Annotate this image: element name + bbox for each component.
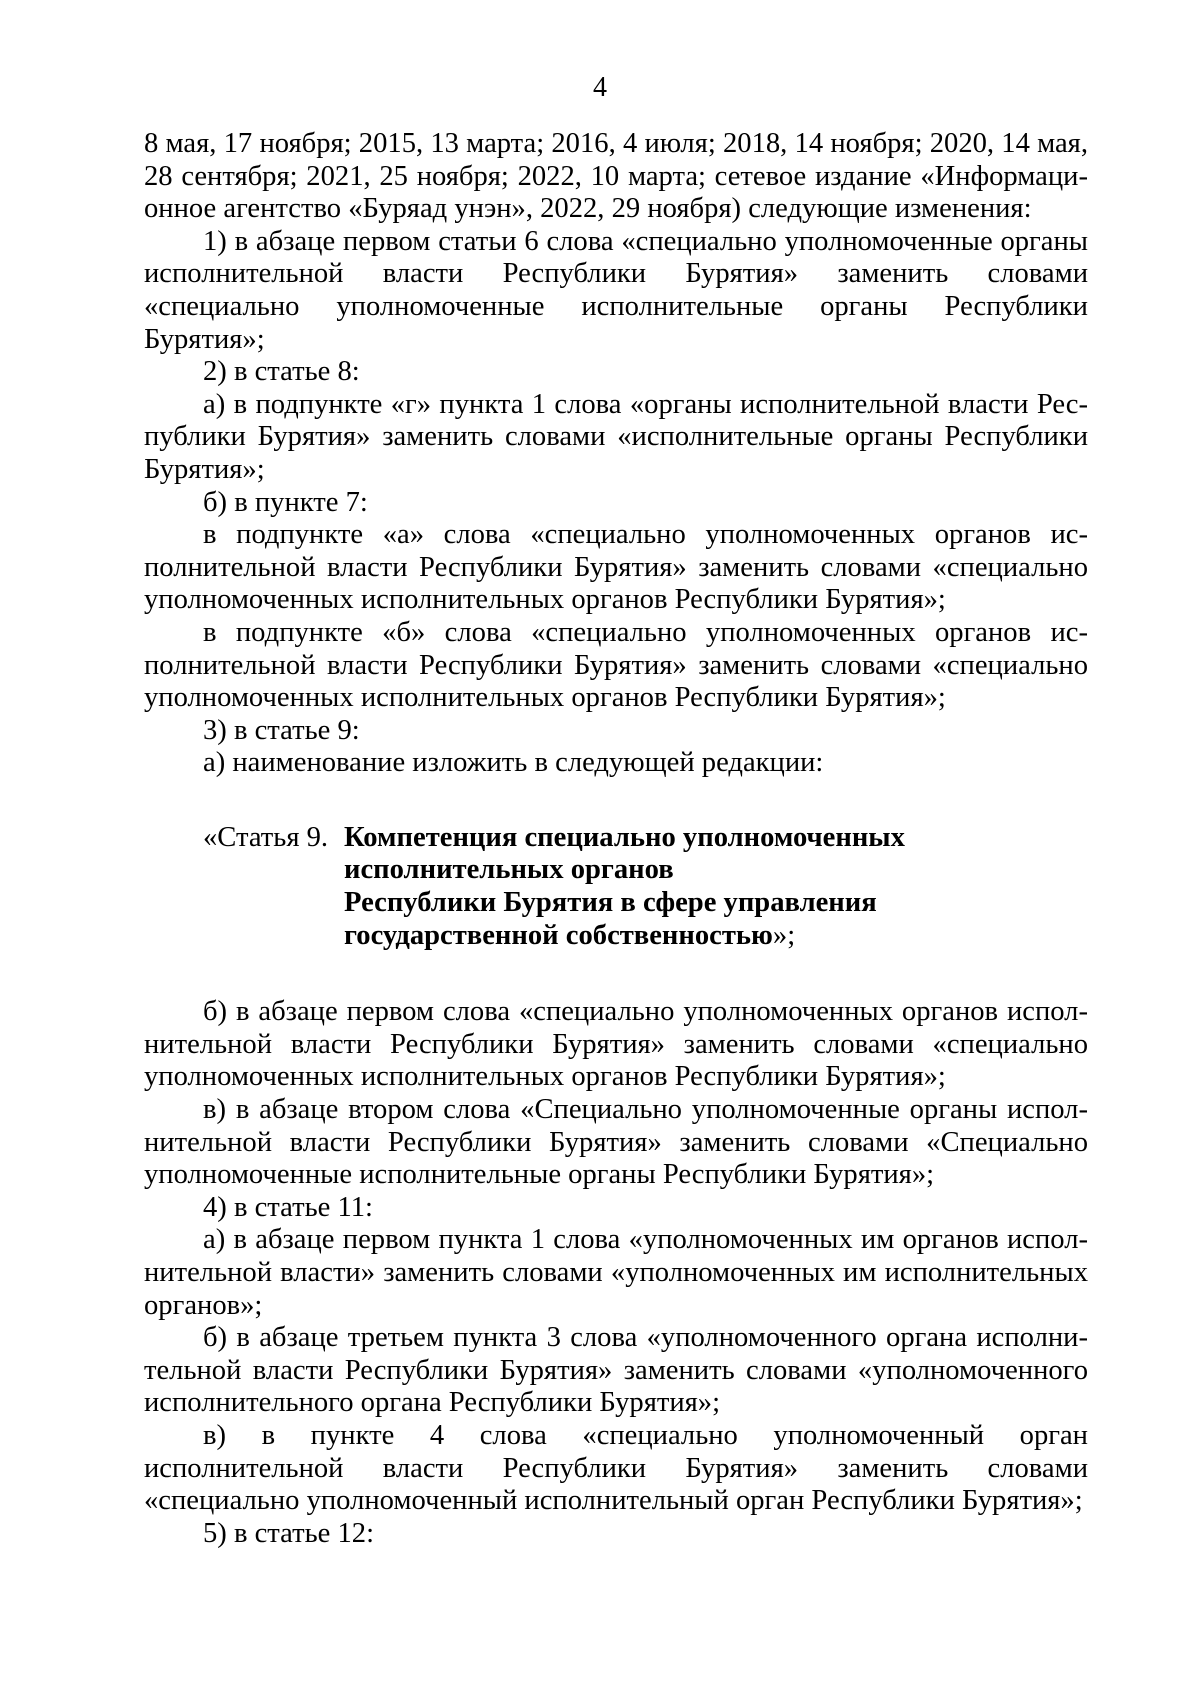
article-title [344,822,905,952]
paragraph-item-5: 5) в статье 12: [203,1517,375,1549]
paragraph-intro: 8 мая, 17 ноября; 2015, 13 марта; 2016, 4 июля; 2018, 14 ноября; 2020, 14 мая, 28 сентября; 2021, 25 ноября; 2022, 10 марта; сетевое издание «Информационное агентство «Буряад унэн», 2022, 29 ноября) следующие изменения: [144,128,1088,225]
article-title-line: Республики Бурятия в сфере управления [344,887,877,919]
paragraphs-before [144,128,1088,780]
paragraph-item-4a: а) в абзаце первом пункта 1 слова «уполномоченных им органов исполнительной власти» заменить словами «уполномоченных им исполнительных органов»; [144,1224,1088,1321]
paragraph-item-2b-a: в подпункте «а» слова «специально уполномоченных органов исполнительной власти Республики Бурятия» заменить словами «специально уполномоченных исполнительных органов Республики Бурятия»; [144,519,1088,616]
paragraph-item-4b: б) в абзаце третьем пункта 3 слова «уполномоченного органа исполнительной власти Республики Бурятия» заменить словами «уполномоченного исполнительного органа Республики Бурятия»; [144,1322,1088,1419]
paragraph-item-3b: б) в абзаце первом слова «специально уполномоченных органов исполнительной власти Республики Бурятия» заменить словами «специально уполномоченных исполнительных органов Республики Бурятия»; [144,996,1088,1093]
paragraph-item-3a: а) наименование изложить в следующей редакции: [203,747,824,779]
paragraph-item-4: 4) в статье 11: [203,1191,373,1223]
page-number: 4 [593,72,607,103]
paragraphs-after [144,996,1088,1550]
paragraph-item-3c: в) в абзаце втором слова «Специально уполномоченные органы исполнительной власти Республики Бурятия» заменить словами «Специально уполномоченные исполнительные органы Республики Бурятия»; [144,1094,1088,1191]
paragraph-item-2b-b: в подпункте «б» слова «специально уполномоченных органов исполнительной власти Республики Бурятия» заменить словами «специально уполномоченных исполнительных органов Республики Бурятия»; [144,616,1088,714]
paragraph-item-2a: а) в подпункте «г» пункта 1 слова «органы исполнительной власти Республики Бурятия» заменить словами «исполнительные органы Республики Бурятия»; [144,388,1088,485]
article-closing: »; [772,919,796,951]
paragraph-item-2b: б) в пункте 7: [203,486,368,518]
document-body [144,128,1088,1550]
paragraph-item-3: 3) в статье 9: [203,714,360,746]
article-title-line: исполнительных органов [344,854,674,886]
paragraph-item-1: 1) в абзаце первом статьи 6 слова «специально уполномоченные органы исполнительной власти Республики Бурятия» заменить словами «специально уполномоченные исполнительные органы Республики Бурятия»; [144,225,1088,355]
article-title-line: Компетенция специально уполномоченных [344,821,905,853]
paragraph-item-2: 2) в статье 8: [203,356,360,388]
article-title-line: государственной собственностью [344,919,773,951]
article-label: «Статья 9. [203,821,329,853]
article-heading [144,822,1088,952]
paragraph-item-4c: в) в пункте 4 слова «специально уполномоченный орган исполнительной власти Республики Бурятия» заменить словами «специально уполномоченный исполнительный орган Республики Бурятия»; [144,1419,1088,1517]
